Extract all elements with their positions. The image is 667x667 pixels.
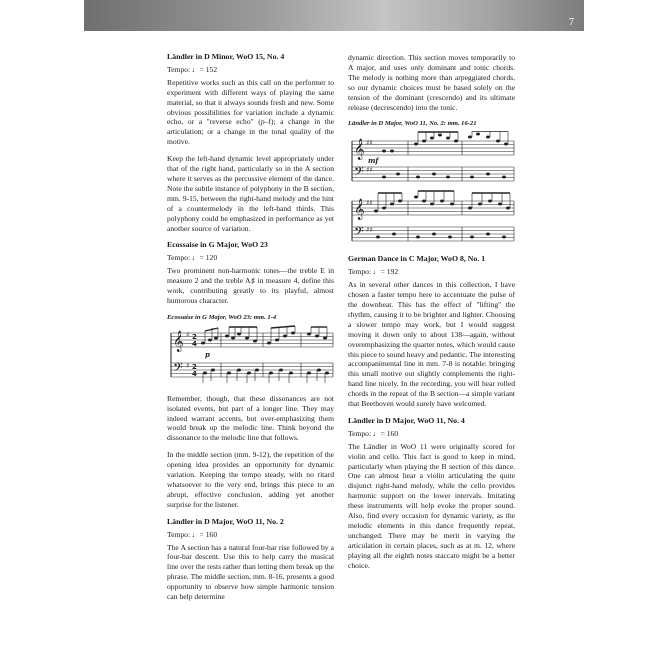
svg-text:4: 4 bbox=[192, 369, 197, 378]
svg-text:♯♯: ♯♯ bbox=[366, 139, 373, 148]
svg-text:♯♯: ♯♯ bbox=[366, 199, 373, 208]
section-title-ecossaise: Ecossaise in G Major, WoO 23 bbox=[167, 240, 268, 250]
svg-text:2: 2 bbox=[192, 332, 197, 341]
section-title-landler-d-major-4: Ländler in D Major, WoO 11, No. 4 bbox=[348, 415, 465, 425]
tempo-marking: Tempo: ♩= 192 bbox=[348, 267, 399, 277]
svg-text:𝄞: 𝄞 bbox=[354, 139, 365, 161]
paragraph: Remember, though, that these dissonances are not isolated events, but part of a longer line. They may indeed warrant accents, but over-emphasizing them would break up the melodic line. Think beyond the dissonance to the melodic line that follows. bbox=[167, 393, 334, 443]
paragraph: dynamic direction. This section moves temporarily to A major, and uses only dominant and tonic chords. The melody is nothing more than arpeggiated chords, so our dynamic choices must be based solely on the tension of the dominant (crescendo) and its ultimate release (decrescendo) into the tonic. bbox=[348, 53, 515, 112]
paragraph: In the middle section (mm. 9-12), the repetition of the opening idea provides an opportunity for dynamic variation. Keeping the tempo steady, with no ritard whatsoever to the very end, brings this piece to an abrupt, effective conclusion, adding yet another surprise for the listener. bbox=[167, 450, 334, 509]
svg-text:𝄞: 𝄞 bbox=[173, 330, 184, 352]
tempo-marking: Tempo: ♩= 120 bbox=[167, 253, 218, 263]
svg-text:♯: ♯ bbox=[186, 361, 190, 370]
svg-text:♯♯: ♯♯ bbox=[366, 226, 373, 235]
tempo-marking: Tempo: ♩= 160 bbox=[167, 529, 218, 539]
music-example-ecossaise bbox=[167, 325, 334, 387]
paragraph: Repetitive works such as this call on the performer to experiment with different ways of playing the same material, so that it always sounds fresh and new. Some obvious possibilities for variation include a dynamic echo, or a "reverse echo" (p–f); a change in the articulation; or a change in the tonal quality of the motive. bbox=[167, 77, 334, 147]
svg-text:𝄢: 𝄢 bbox=[354, 224, 364, 243]
page-number: 7 bbox=[569, 17, 574, 28]
tempo-marking: Tempo: ♩= 152 bbox=[167, 64, 218, 74]
paragraph: The Ländler in WoO 11 were originally scored for violin and cello. This fact is good to keep in mind, particularly when playing the B section of this dance. One can almost hear a violin articulating the quite disjunct right-hand melody, while the cello provides harmonic support on the lower intervals. Imitating these instruments will help evoke the proper sound. Also, find every occasion for dynamic variety, as the melodic elements in this dance frequently repeat, unchanged. There may be merit in varying the articulation in certain places, such as at m. 12, where playing all the eighth notes staccato might be a better choice. bbox=[348, 441, 515, 570]
tempo-marking: Tempo: ♩= 160 bbox=[348, 428, 399, 438]
header-band bbox=[84, 0, 584, 31]
paragraph: The A section has a natural four-bar rise followed by a four-bar descent. Use this to help carry the musical line over the rests rather than letting them break up the phrase. The middle section, mm. 8-16, presents a good opportunity to observe how simple harmonic tension can help determine bbox=[167, 542, 334, 602]
right-column bbox=[348, 53, 515, 578]
svg-text:4: 4 bbox=[192, 339, 197, 348]
dynamic-marking: mf bbox=[368, 156, 379, 166]
paragraph: Two prominent non-harmonic tones—the treble E in measure 2 and the treble A♯ in measure 4, define this work, contributing greatly to its playful, almost humorous character. bbox=[167, 266, 334, 305]
section-title-landler-d-major-2: Ländler in D Major, WoO 11, No. 2 bbox=[167, 516, 284, 526]
music-example-landler bbox=[348, 131, 515, 247]
music-notation-image bbox=[348, 131, 515, 247]
dynamic-marking: p bbox=[205, 349, 210, 359]
music-notation-image bbox=[167, 325, 334, 387]
svg-text:♯: ♯ bbox=[186, 330, 190, 339]
left-column bbox=[167, 52, 334, 609]
svg-text:𝄞: 𝄞 bbox=[354, 199, 365, 221]
section-title-landler-d-minor: Ländler in D Minor, WoO 15, No. 4 bbox=[167, 52, 285, 61]
svg-text:2: 2 bbox=[192, 362, 197, 371]
music-example-caption: Ecossaise in G Major, WoO 23: mm. 1-4 bbox=[167, 313, 277, 321]
svg-text:𝄢: 𝄢 bbox=[354, 164, 364, 183]
svg-text:♯♯: ♯♯ bbox=[366, 166, 373, 175]
paragraph: Keep the left-hand dynamic level appropriately under that of the right hand, particularly so in the A section where it serves as the percussive element of the dance. Note the subtle instance of polyphony in the B section, mm. 9-15, between the right-hand melody and the hint of a countermelody in the left-hand thirds. This polyphony could be emphasized in performance as yet another source of variation. bbox=[167, 154, 334, 233]
svg-text:𝄢: 𝄢 bbox=[173, 359, 183, 378]
paragraph: As in several other dances in this collection, I have chosen a faster tempo here to accentuate the pulse of the downbeat. This has the effect of "lifting" the rhythm, causing it to be brighter and lighter. Choosing a slower tempo may work, but I would suggest moving it down only to about 138—again, without overemphasizing the quarter notes, which would cause this piece to sound heavy and pedantic. The interesting accompanimental line in mm. 7-8 is notable: bringing this small motive out slightly complements the right-hand line nicely. In the recording, you will hear rolled chords in the repeat of the B section—a simple variant that Beethoven would surely have welcomed. bbox=[348, 280, 515, 409]
section-title-german-dance: German Dance in C Major, WoO 8, No. 1 bbox=[348, 254, 486, 264]
music-example-caption: Ländler in D Major, WoO 11, No. 2: mm. 16-21 bbox=[348, 120, 477, 128]
